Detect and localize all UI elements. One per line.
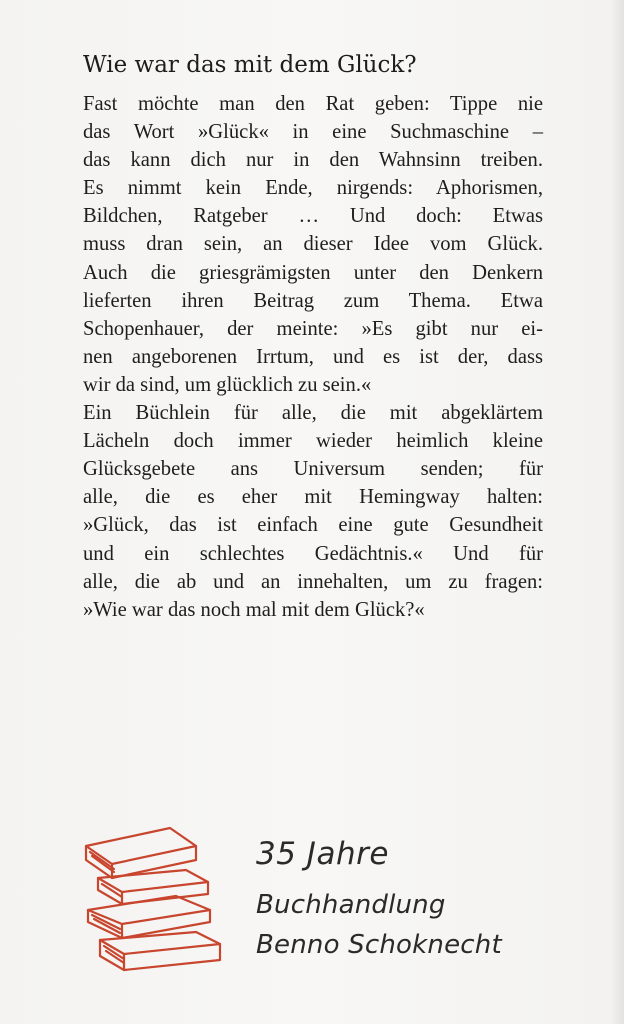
blurb-title: Wie war das mit dem Glück? xyxy=(83,52,417,78)
blurb-line: alle, die ab und an innehalten, um zu fragen: xyxy=(83,570,543,593)
blurb-line: muss dran sein, an dieser Idee vom Glück. xyxy=(83,233,543,256)
blurb-line: wir da sind, um glücklich zu sein.« xyxy=(83,373,372,396)
blurb-line: das kann dich nur in den Wahnsinn treiben. xyxy=(83,149,543,172)
blurb-text xyxy=(83,90,543,624)
blurb-line: Lächeln doch immer wieder heimlich kleine xyxy=(83,430,543,453)
blurb-line: »Wie war das noch mal mit dem Glück?« xyxy=(83,598,425,621)
blurb-line: und ein schlechtes Gedächtnis.« Und für xyxy=(83,542,543,565)
blurb-line: alle, die es eher mit Hemingway halten: xyxy=(83,486,543,509)
book-stack-icon xyxy=(78,818,234,978)
blurb-line: Glücksgebete ans Universum senden; für xyxy=(83,458,543,481)
blurb-line: nen angeborenen Irrtum, und es ist der, dass xyxy=(83,345,543,368)
cover-edge-shadow xyxy=(610,0,624,1024)
blurb-line: Auch die griesgrämigsten unter den Denkern xyxy=(83,261,543,284)
bookstore-owner-name: Benno Schoknecht xyxy=(256,930,502,960)
blurb-line: Ein Büchlein für alle, die mit abgeklärtem xyxy=(83,402,543,425)
blurb-line: lieferten ihren Beitrag zum Thema. Etwa xyxy=(83,289,543,312)
blurb-line: »Glück, das ist einfach eine gute Gesundheit xyxy=(83,514,543,537)
blurb-line: Es nimmt kein Ende, nirgends: Aphorismen, xyxy=(83,177,543,200)
blurb-line: Schopenhauer, der meinte: »Es gibt nur ei- xyxy=(83,317,543,340)
anniversary-label: 35 Jahre xyxy=(256,836,389,872)
blurb-line: das Wort »Glück« in eine Suchmaschine – xyxy=(83,121,543,144)
blurb-line: Fast möchte man den Rat geben: Tippe nie xyxy=(83,93,543,115)
bookstore-label: Buchhandlung xyxy=(256,890,446,920)
blurb-line: Bildchen, Ratgeber … Und doch: Etwas xyxy=(83,205,543,228)
